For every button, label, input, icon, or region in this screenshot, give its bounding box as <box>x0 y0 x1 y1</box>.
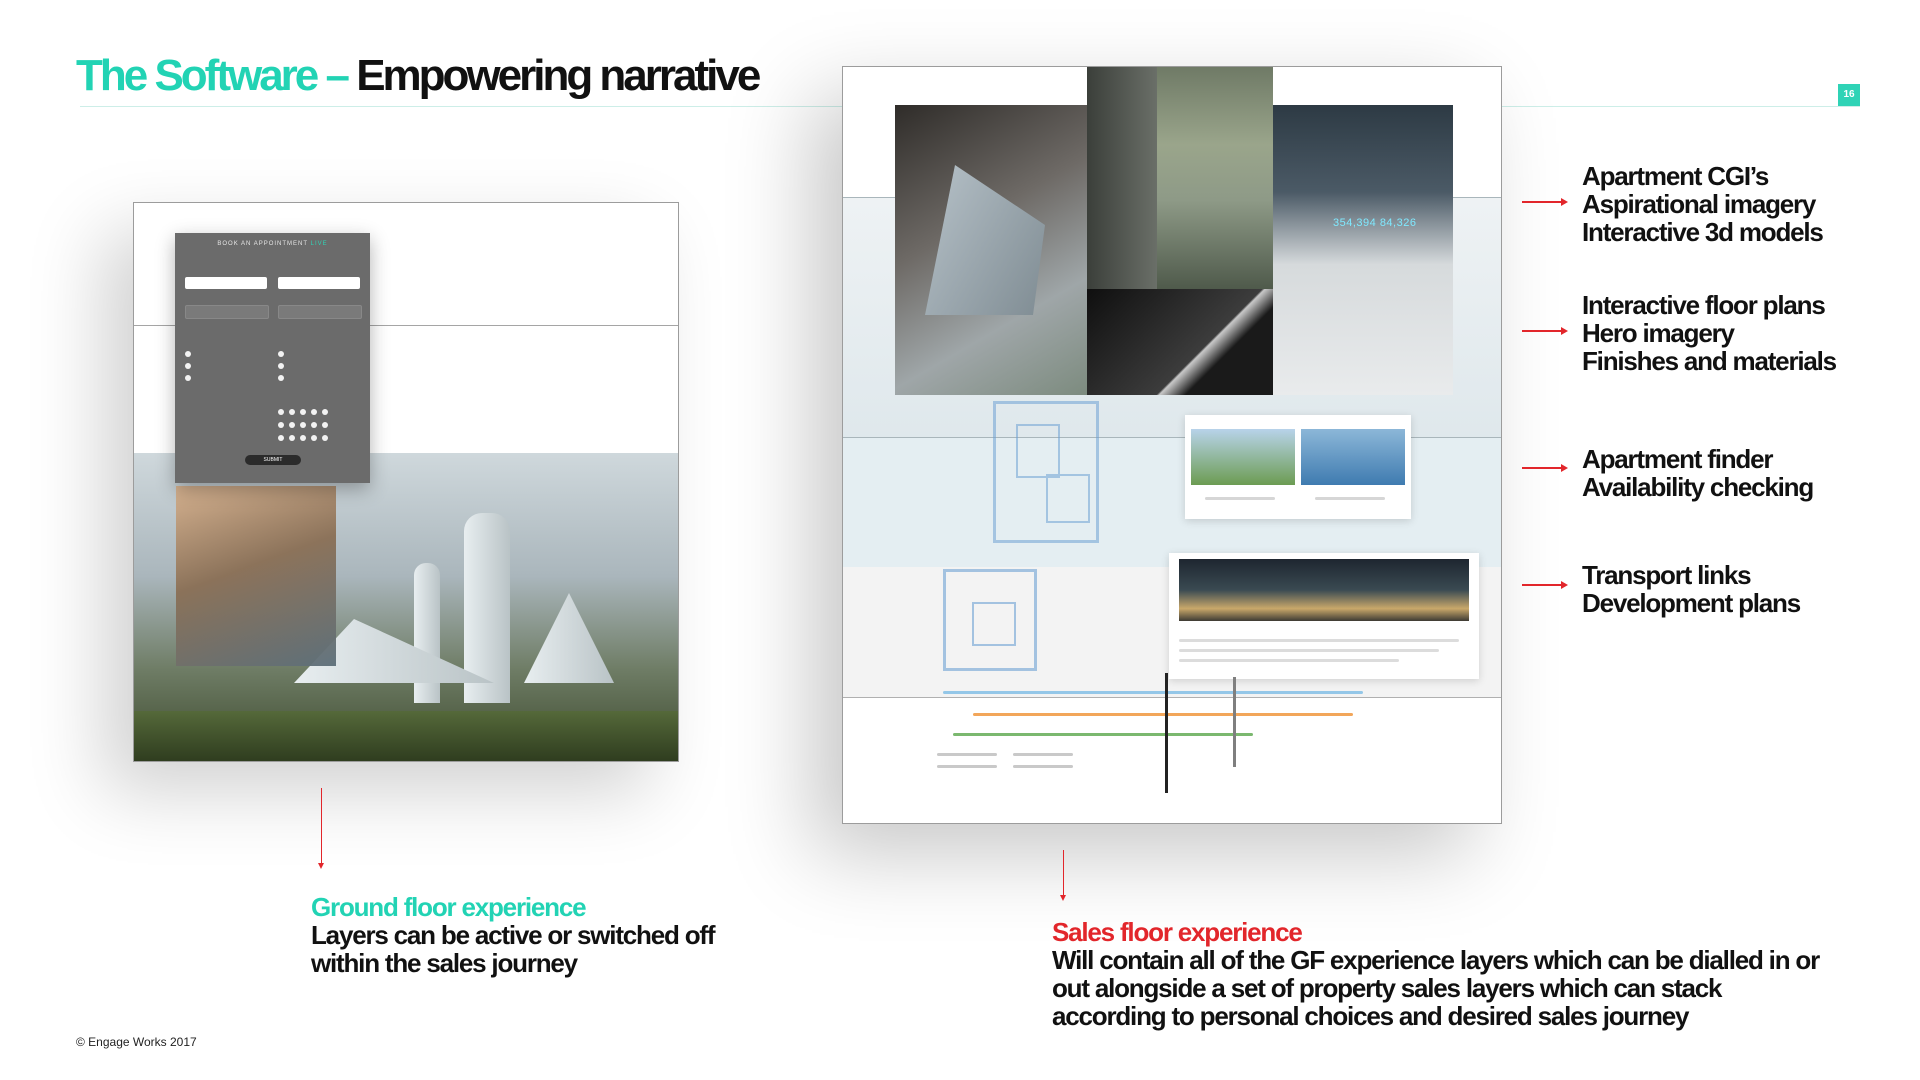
submit-button[interactable]: SUBMIT <box>245 455 301 465</box>
arrow-right-icon <box>1522 201 1562 203</box>
feature-line: Transport links <box>1582 560 1751 590</box>
feature-group-cgi <box>1582 162 1823 246</box>
hero-imagery-card <box>1169 553 1479 679</box>
radio-option[interactable] <box>278 375 284 381</box>
rating-dots[interactable] <box>278 409 338 449</box>
booking-form-title: BOOK AN APPOINTMENT <box>217 241 308 247</box>
first-name-field[interactable] <box>185 277 267 289</box>
forest-walkway-image <box>1087 67 1273 289</box>
footer-copyright: © Engage Works 2017 <box>76 1035 197 1049</box>
views-vision-card <box>1185 415 1411 519</box>
arrow-right-icon <box>1522 330 1562 332</box>
caption-line: Will contain all of the GF experience layers which can be dialled in or <box>1052 945 1820 975</box>
caption-line: out alongside a set of property sales layers which can stack <box>1052 973 1722 1003</box>
feature-line: Hero imagery <box>1582 318 1734 348</box>
feature-line: Aspirational imagery <box>1582 189 1816 219</box>
radio-option[interactable] <box>185 351 191 357</box>
feature-line: Interactive 3d models <box>1582 217 1823 247</box>
feature-line: Interactive floor plans <box>1582 290 1825 320</box>
feature-line: Finishes and materials <box>1582 346 1836 376</box>
floor-plan-drawing <box>993 401 1099 543</box>
feature-line: Availability checking <box>1582 472 1814 502</box>
stat-overlay-text: 354,394 84,326 <box>1333 217 1417 229</box>
booking-form-layer <box>175 233 370 483</box>
sales-floor-heading: Sales floor experience <box>1052 917 1302 947</box>
arrow-right-icon <box>1522 467 1562 469</box>
feature-group-transport <box>1582 561 1800 617</box>
ground-floor-heading: Ground floor experience <box>311 892 586 922</box>
radio-option[interactable] <box>278 363 284 369</box>
ground-floor-layer-stack <box>133 202 679 762</box>
caption-line: Layers can be active or switched off <box>311 920 715 950</box>
arrow-down-icon <box>321 788 322 864</box>
sales-floor-layer-stack <box>842 66 1502 824</box>
ground-floor-caption <box>311 893 714 977</box>
booking-form-status: LIVE <box>310 241 328 247</box>
feature-group-floor-plans <box>1582 291 1836 375</box>
title-main: Empowering narrative <box>356 51 759 100</box>
feature-line: Apartment CGI’s <box>1582 161 1769 191</box>
radio-option[interactable] <box>278 351 284 357</box>
arrow-right-icon <box>1522 584 1562 586</box>
caption-line: according to personal choices and desired sales journey <box>1052 1001 1689 1031</box>
radio-option[interactable] <box>185 375 191 381</box>
street-people-image <box>176 486 336 666</box>
arrow-down-icon <box>1063 850 1064 896</box>
gender-select[interactable] <box>278 305 362 319</box>
interior-cgi-image <box>1087 289 1273 395</box>
radio-option[interactable] <box>185 363 191 369</box>
transport-map <box>933 673 1393 799</box>
model-cgi-image <box>895 105 1095 395</box>
interactive-3d-model-image <box>1273 105 1453 395</box>
country-select[interactable] <box>185 305 269 319</box>
title-accent: The Software – <box>76 51 357 100</box>
feature-line: Development plans <box>1582 588 1800 618</box>
caption-line: within the sales journey <box>311 948 577 978</box>
feature-group-finder <box>1582 445 1813 501</box>
page-title <box>76 48 758 104</box>
floor-plan-drawing <box>943 569 1037 671</box>
last-name-field[interactable] <box>278 277 360 289</box>
feature-line: Apartment finder <box>1582 444 1773 474</box>
sales-floor-caption <box>1052 918 1819 1030</box>
page-number-badge: 16 <box>1838 84 1860 106</box>
